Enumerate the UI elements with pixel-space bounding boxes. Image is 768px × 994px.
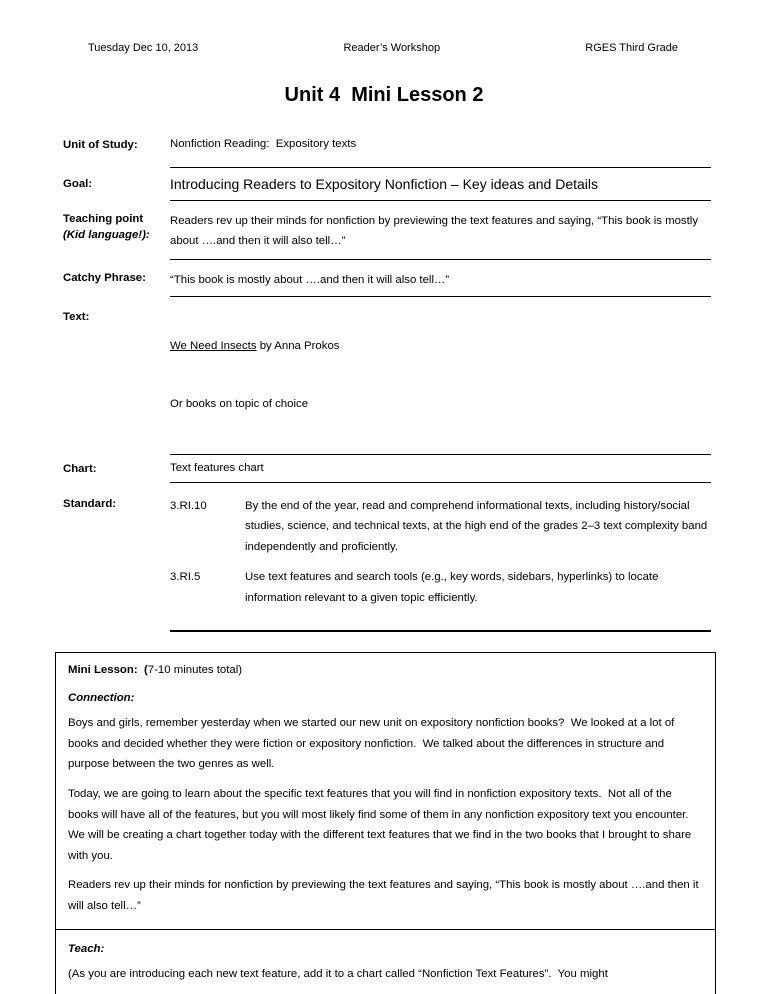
mini-lesson-heading-bold: Mini Lesson: ( — [68, 664, 148, 677]
text-value — [170, 309, 711, 442]
lesson-info — [63, 137, 711, 632]
standard-item — [170, 496, 711, 558]
standard-item — [170, 567, 711, 608]
text-label: Text: — [63, 311, 90, 324]
page-header — [0, 0, 768, 54]
chart-label: Chart: — [63, 462, 97, 475]
connection-paragraph-1: Boys and girls, remember yesterday when we started our new unit on expository nonfiction books? We looked at a lot of books and decided whether they were fiction or expository nonfiction. We talked about the differences in structure and purpose between the two genres as well. — [68, 717, 678, 771]
teach-paragraph: (As you are introducing each new text feature, add it to a chart called “Nonfiction Text Features”. You might — [68, 968, 608, 981]
standard-code: 3.RI.5 — [170, 571, 201, 584]
section-divider — [170, 630, 711, 632]
teaching-point-row — [63, 201, 711, 260]
unit-of-study-row — [63, 137, 711, 154]
teach-divider — [56, 929, 715, 930]
connection-paragraph-2: Today, we are going to learn about the specific text features that you will find in nonfiction expository texts. Not all of the books will have all of the features, but you will most likely find some of them in any nonfiction expository text you encounter. We will be creating a chart together today with the different text features that we find in the two books that I brought to share with you. — [68, 787, 695, 862]
unit-of-study-value: Nonfiction Reading: Expository texts — [170, 138, 357, 150]
connection-heading: Connection: — [68, 692, 135, 705]
goal-row — [63, 167, 711, 201]
unit-of-study-label: Unit of Study: — [63, 139, 138, 151]
standards-list — [170, 496, 711, 619]
mini-lesson-heading — [68, 663, 703, 679]
teaching-point-label — [63, 201, 170, 260]
book-author: by Anna Prokos — [256, 339, 340, 352]
standard-row — [63, 496, 711, 619]
teaching-point-label-line1: Teaching point — [63, 212, 144, 225]
goal-value: Introducing Readers to Expository Nonfiction – Key ideas and Details — [170, 167, 711, 201]
teach-heading: Teach: — [68, 943, 105, 956]
catchy-phrase-value: “This book is mostly about ….and then it will also tell…” — [170, 260, 711, 298]
mini-lesson-heading-normal: 7-10 minutes total) — [147, 664, 243, 677]
standard-text: Use text features and search tools (e.g., key words, sidebars, hyperlinks) to locate information relevant to a given topic efficiently. — [245, 571, 662, 604]
catchy-phrase-label: Catchy Phrase: — [63, 271, 146, 284]
teaching-point-value: Readers rev up their minds for nonfiction by previewing the text features and saying, “This book is mostly about ….and then it will also tell…” — [170, 201, 711, 260]
standard-label: Standard: — [63, 497, 117, 510]
connection-paragraph-3: Readers rev up their minds for nonfiction by previewing the text features and saying, “This book is mostly about ….and then it will also tell…” — [68, 879, 702, 912]
goal-label: Goal: — [63, 177, 93, 190]
text-row — [63, 309, 711, 442]
standard-text: By the end of the year, read and comprehend informational texts, including history/social studies, science, and technical texts, at the high end of the grades 2–3 text complexity band independently and proficiently. — [245, 499, 711, 553]
header-grade: RGES Third Grade — [585, 42, 678, 54]
book-line — [170, 339, 711, 354]
mini-lesson-box — [55, 652, 716, 994]
page-title: Unit 4 Mini Lesson 2 — [284, 84, 484, 106]
chart-value: Text features chart — [170, 454, 711, 483]
catchy-phrase-row — [63, 260, 711, 298]
header-date: Tuesday Dec 10, 2013 — [88, 42, 199, 54]
chart-row — [63, 454, 711, 483]
book-alternative: Or books on topic of choice — [170, 398, 309, 411]
standard-code: 3.RI.10 — [170, 499, 207, 512]
teaching-point-label-line2: (Kid language!): — [63, 229, 150, 242]
header-workshop-title: Reader’s Workshop — [343, 42, 441, 54]
book-title: We Need Insects — [170, 339, 257, 352]
